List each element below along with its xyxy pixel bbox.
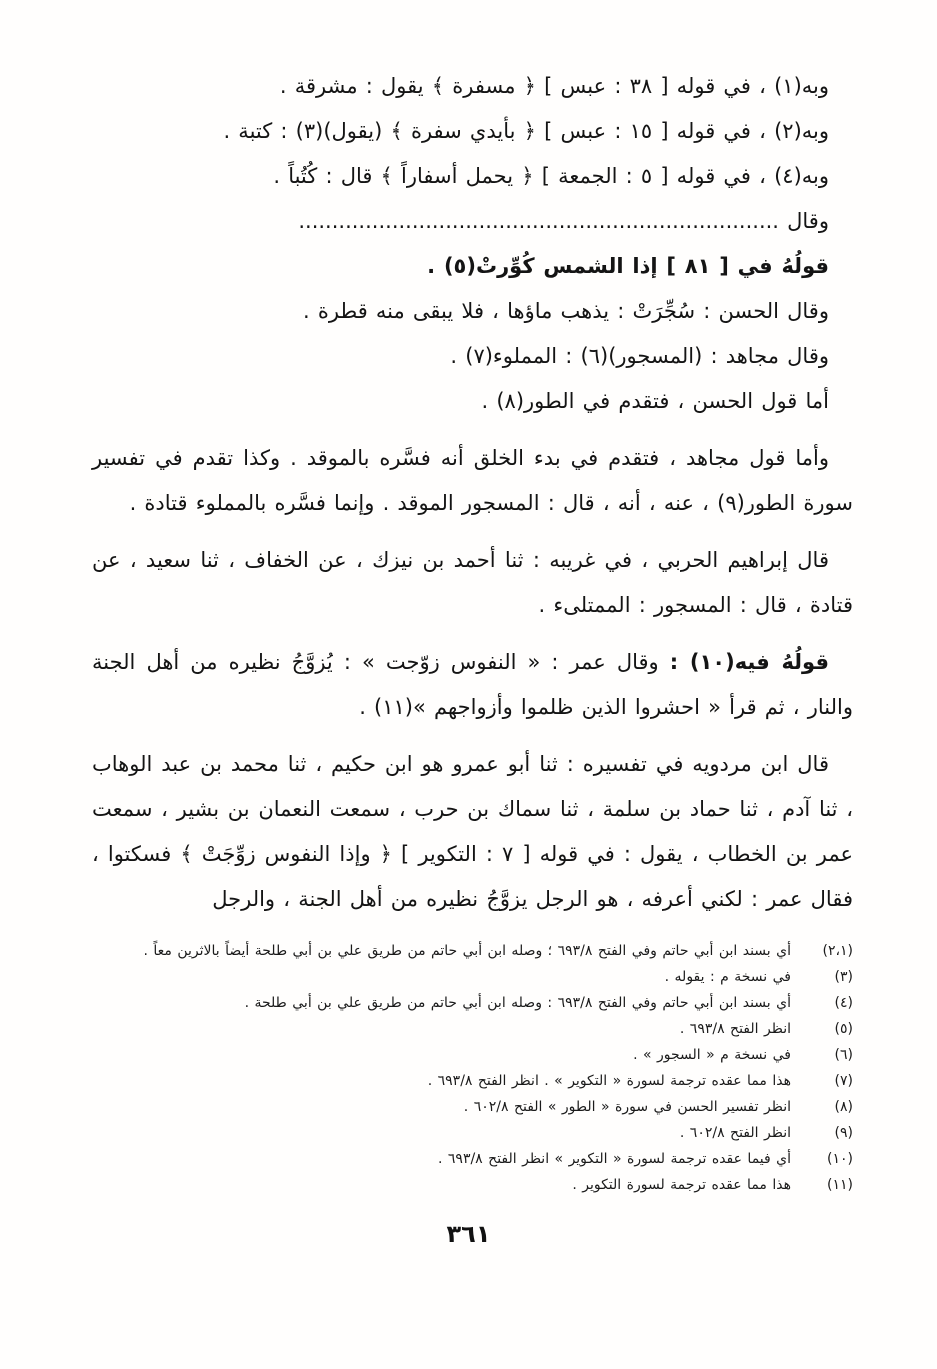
paragraph-line — [92, 109, 853, 154]
footnote-number: (٤) — [834, 995, 853, 1011]
paragraph-line — [92, 379, 853, 424]
paragraph-text: وقال الحسن : سُجِّرَتْ : يذهب ماؤها ، فلا يبقى منه قطرة . — [303, 299, 829, 323]
footnote-text: أي بسند ابن أبي حاتم وفي الفتح ٦٩٣/٨ : وصله ابن أبي حاتم من طريق علي بن أبي طلحة . — [244, 995, 791, 1011]
paragraph-line — [92, 289, 853, 334]
footnote — [92, 1094, 853, 1120]
paragraph-text: قال ابن مردويه في تفسيره : ثنا أبو عمرو هو ابن حكيم ، ثنا محمد بن عبد الوهاب ، ثنا آدم ، ثنا حماد بن سلمة ، ثنا سماك بن حرب ، سمعت النعمان بن بشير ، سمعت عمر بن الخطاب ، يقول : في قوله [ ٧ : التكوير ] ﴿ وإذا النفوس زوِّجَتْ ﴾ فسكتوا ، فقال عمر : لكني أعرفه ، هو الرجل يزوَّجُ نظيره من أهل الجنة ، والرجل — [92, 752, 853, 911]
paragraph-text: قال إبراهيم الحربي ، في غريبه : ثنا أحمد بن نيزك ، عن الخفاف ، ثنا سعيد ، عن قتادة ، قال : المسجور : الممتلىء . — [92, 548, 853, 617]
verse-heading — [92, 244, 853, 289]
footnote-number: (١٠) — [827, 1151, 853, 1167]
paragraph-text: وبه(١) ، في قوله [ ٣٨ : عبس ] ﴿ مسفرة ﴾ يقول : مشرقة . — [279, 74, 829, 98]
footnote-number: (٢،١) — [822, 943, 853, 959]
footnote-text: أي بسند ابن أبي حاتم وفي الفتح ٦٩٣/٨ ؛ وصله ابن أبي حاتم من طريق علي بن أبي طلحة أيضاً بالاثرين معاً . — [143, 943, 791, 959]
footnote-text: أي فيما عقده ترجمة لسورة « التكوير » انظر الفتح ٦٩٣/٨ . — [438, 1151, 791, 1167]
paragraph-text: وقال ........................................................................ — [298, 209, 829, 233]
paragraph-text: وقال مجاهد : (المسجور)(٦) : المملوء(٧) . — [450, 344, 829, 368]
paragraph-lead: قولُهُ في [ ٨١ ] إذا الشمس كُوِّرتْ(٥) . — [427, 254, 829, 278]
paragraph-text: وبه(٤) ، في قوله [ ٥ : الجمعة ] ﴿ يحمل أسفاراً ﴾ قال : كُتُباً . — [273, 164, 829, 188]
footnote — [92, 938, 853, 964]
footnote-number: (٦) — [834, 1047, 853, 1063]
footnote — [92, 1146, 853, 1172]
footnote-text: انظر تفسير الحسن في سورة « الطور » الفتح ٦٠٢/٨ . — [463, 1099, 791, 1115]
paragraph-text: وبه(٢) ، في قوله [ ١٥ : عبس ] ﴿ بأيدي سفرة ﴾ (يقول)(٣) : كتبة . — [223, 119, 829, 143]
footnote — [92, 1016, 853, 1042]
footnote-text: هذا مما عقده ترجمة لسورة « التكوير » . انظر الفتح ٦٩٣/٨ . — [427, 1073, 791, 1089]
footnote — [92, 964, 853, 990]
paragraph-line — [92, 154, 853, 199]
paragraph-line — [92, 64, 853, 109]
footnote-number: (٥) — [834, 1021, 853, 1037]
footnote — [92, 990, 853, 1016]
footnote-number: (٩) — [834, 1125, 853, 1141]
paragraph-block — [92, 436, 853, 526]
paragraph-text: أما قول الحسن ، فتقدم في الطور(٨) . — [481, 389, 829, 413]
footnote-number: (٧) — [834, 1073, 853, 1089]
paragraph-line — [92, 334, 853, 379]
footnote-text: انظر الفتح ٦٠٢/٨ . — [679, 1125, 791, 1141]
footnote — [92, 1068, 853, 1094]
footnote-text: في نسخة م : يقوله . — [664, 969, 791, 985]
footnote-number: (٨) — [834, 1099, 853, 1115]
footnote — [92, 1172, 853, 1198]
footnote-text: هذا مما عقده ترجمة لسورة التكوير . — [572, 1177, 791, 1193]
footnote — [92, 1042, 853, 1068]
paragraph-text: وقال عمر : « النفوس زوّجت » : يُزوَّجُ نظيره من أهل الجنة والنار ، ثم قرأ « احشروا الذين ظلموا وأزواجهم »(١١) . — [92, 650, 853, 719]
paragraph-block — [92, 742, 853, 922]
footnote-text: انظر الفتح ٦٩٣/٨ . — [679, 1021, 791, 1037]
paragraph-block — [92, 640, 853, 730]
dotted-line — [92, 199, 853, 244]
footnote-text: في نسخة م « السجور » . — [633, 1047, 791, 1063]
paragraph-lead: قولُهُ فيه(١٠) : — [669, 650, 829, 674]
paragraph-block — [92, 538, 853, 628]
footnote-number: (٣) — [834, 969, 853, 985]
paragraph-text: وأما قول مجاهد ، فتقدم في بدء الخلق أنه فسَّره بالموقد . وكذا تقدم في تفسير سورة الطور(٩) ، عنه ، أنه ، قال : المسجور الموقد . وإنما فسَّره بالمملوء قتادة . — [92, 446, 853, 515]
footnote-number: (١١) — [827, 1177, 853, 1193]
page-number: ٣٦١ — [446, 1220, 491, 1248]
footnote — [92, 1120, 853, 1146]
footnotes-section — [0, 938, 937, 1198]
